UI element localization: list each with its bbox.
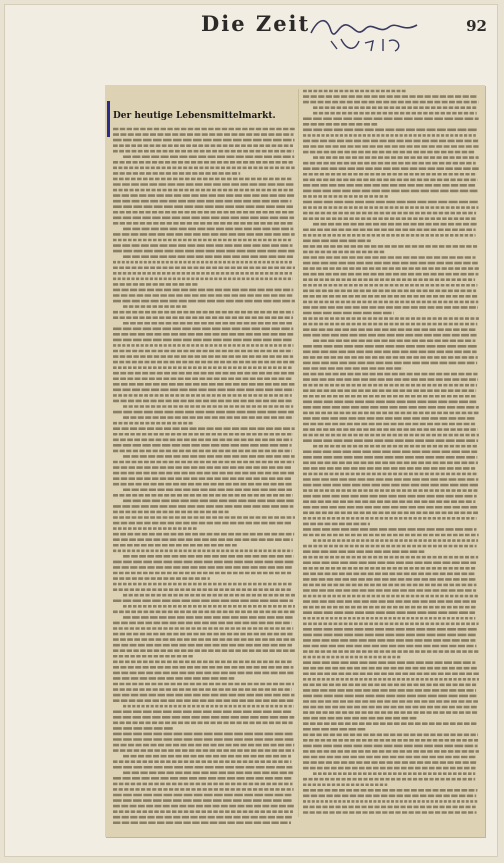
column-divider: [298, 89, 299, 817]
body-text-lines-right: [303, 85, 479, 819]
page-number: 92: [466, 17, 487, 35]
article-right-column: [303, 85, 479, 819]
document-page: [4, 4, 498, 857]
article-left-column: [113, 85, 295, 829]
blue-margin-mark: [107, 101, 110, 137]
handwritten-note-signature: [307, 11, 447, 55]
newspaper-clipping: [105, 85, 485, 837]
body-text-lines-left: [113, 85, 295, 829]
article-headline: Der heutige Lebensmittelmarkt.: [113, 111, 276, 121]
masthead: Die Zeit: [201, 11, 311, 36]
